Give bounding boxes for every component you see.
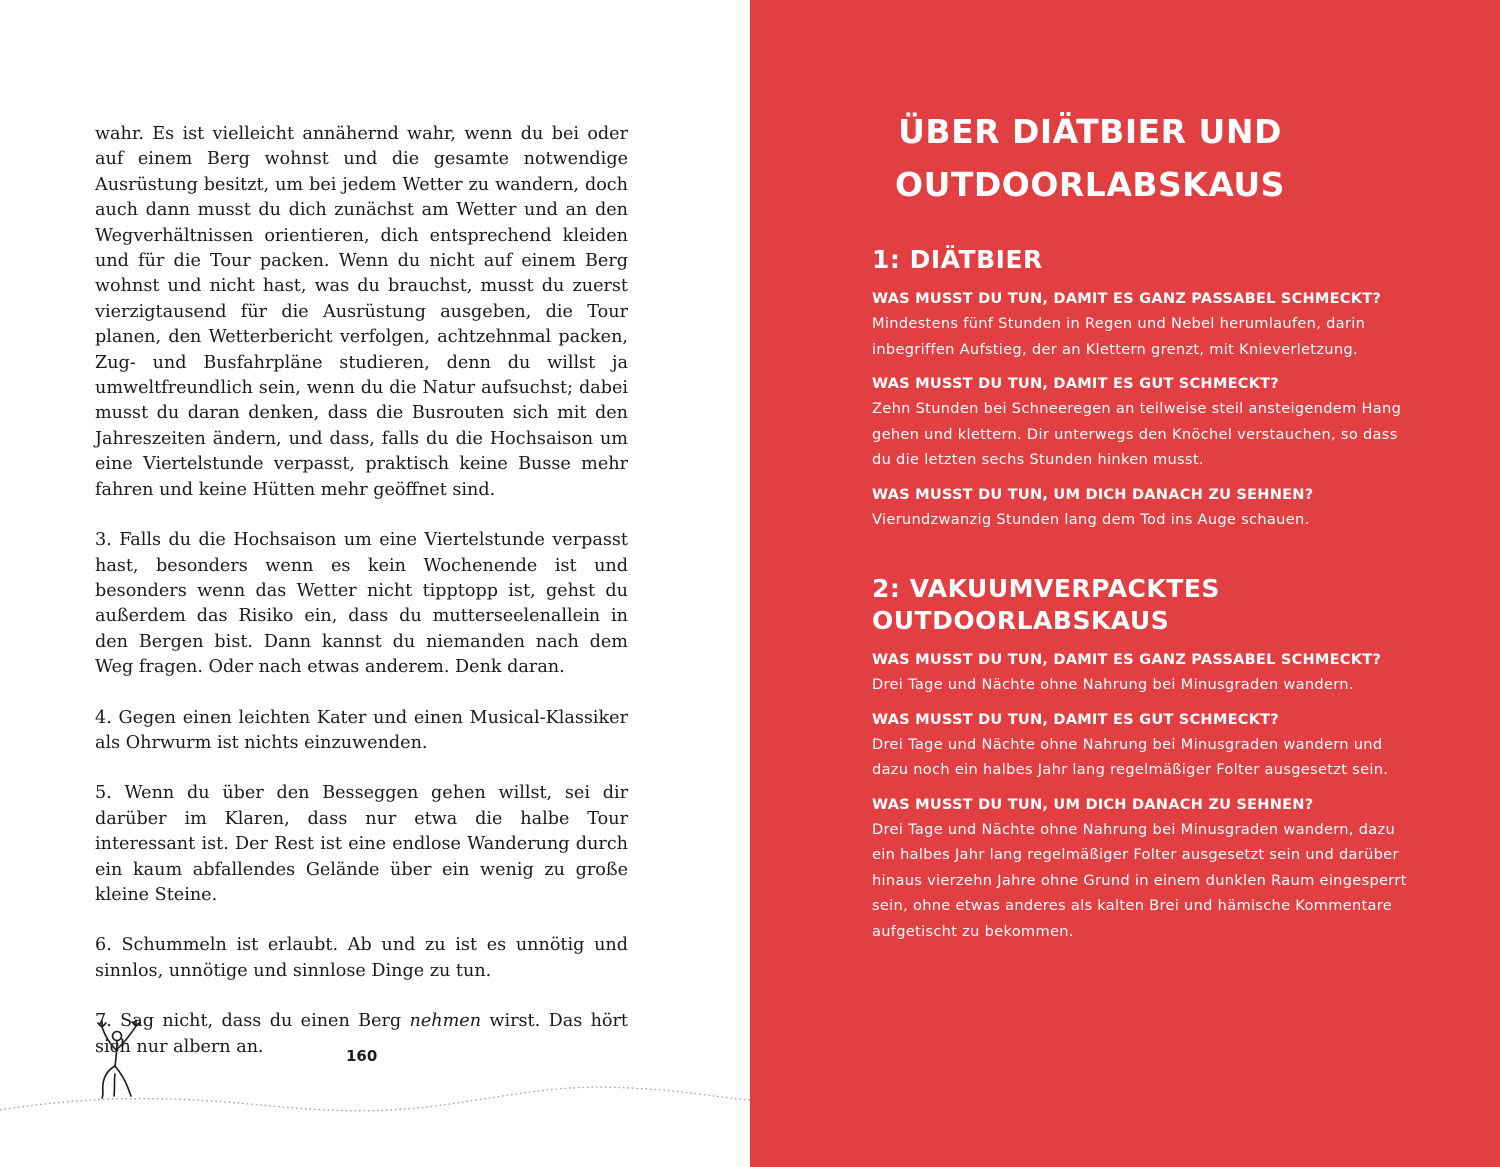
question-answer xyxy=(872,707,1432,783)
body-text xyxy=(95,122,628,1060)
answer xyxy=(872,396,1412,473)
section-heading-line: 1: DIÄTBIER xyxy=(872,245,1043,274)
answer-line: du die letzten sechs Stunden hinken musst. xyxy=(872,451,1204,468)
page-title xyxy=(850,105,1330,211)
question: WAS MUSST DU TUN, UM DICH DANACH ZU SEHNEN? xyxy=(872,485,1314,503)
answer-line: aufgetischt zu bekommen. xyxy=(872,922,1074,940)
answer xyxy=(872,817,1412,945)
paragraph xyxy=(95,706,628,757)
answer-line: hinaus vierzehn Jahre ohne Grund in einem dunklen Raum eingesperrt xyxy=(872,871,1407,889)
question: WAS MUSST DU TUN, DAMIT ES GUT SCHMECKT? xyxy=(872,375,1279,392)
question: WAS MUSST DU TUN, DAMIT ES GANZ PASSABEL SCHMECKT? xyxy=(872,290,1382,307)
section-heading xyxy=(872,244,1432,276)
answer-line: ein halbes Jahr lang regelmäßiger Folter ausgesetzt sein und darüber xyxy=(872,846,1399,863)
answer-line: sein, ohne etwas anderes als kalten Brei und hämische Kommentare xyxy=(872,897,1393,914)
text-run: wahr. Es ist vielleicht annähernd wahr, wenn du bei oder auf einem Berg wohnst und die gesamte notwendige Ausrüstung besitzt, um bei jedem Wetter zu wandern, doch auch dann musst du dich zunächst am Wetter und an den Wegverhältnissen orientieren, dich entsprechend kleiden und für die Tour packen. Wenn du nicht auf einem Berg wohnst und nicht hast, was du brauchst, musst du zuerst vierzigtausend für die Ausrüstung ausgeben, die Tour planen, den Wetterbericht verfolgen, achtzehnmal packen, Zug- und Busfahrpläne studieren, denn du willst ja umweltfreundlich sein, wenn du die Natur aufsuchst; dabei musst du daran denken, dass die Busrouten sich mit den Jahreszeiten ändern, und dass, falls du die Hochsaison um eine Viertelstunde verpasst, praktisch keine Busse mehr fahren und keine Hütten mehr geöffnet sind. xyxy=(95,124,628,500)
paragraph xyxy=(95,122,628,503)
question: WAS MUSST DU TUN, DAMIT ES GUT SCHMECKT? xyxy=(872,710,1279,728)
text-run: 5. Wenn du über den Besseggen gehen willst, sei dir darüber im Klaren, dass nur etwa die halbe Tour interessant ist. Der Rest ist eine endlose Wanderung durch ein kaum abfallendes Gelände über ein wenig zu große kleine Steine. xyxy=(95,783,628,905)
question-answer xyxy=(872,286,1432,362)
page-title-line-2: OUTDOORLABSKAUS xyxy=(895,165,1285,204)
section-heading xyxy=(872,573,1432,637)
answer-line: Zehn Stunden bei Schneeregen an teilweise steil ansteigendem Hang xyxy=(872,400,1402,417)
answer-line: inbegriffen Aufstieg, der an Klettern grenzt, mit Knieverletzung. xyxy=(872,340,1358,358)
text-run: 7. Sag nicht, dass du einen Berg xyxy=(95,1011,410,1032)
emphasized-text: nehmen xyxy=(409,1011,482,1032)
text-run: 4. Gegen einen leichten Kater und einen Musical-Klassiker als Ohrwurm ist nichts einzuwenden. xyxy=(95,707,628,753)
answer-line: Vierundzwanzig Stunden lang dem Tod ins Auge schauen. xyxy=(872,510,1310,528)
question: WAS MUSST DU TUN, DAMIT ES GANZ PASSABEL SCHMECKT? xyxy=(872,651,1382,668)
answer-line: gehen und klettern. Dir unterwegs den Knöchel verstauchen, so dass xyxy=(872,425,1398,443)
section-heading-line: 2: VAKUUMVERPACKTES xyxy=(872,574,1220,603)
question-answer xyxy=(872,371,1432,473)
text-run: wirst. Das hört sich nur albern an. xyxy=(95,1011,628,1057)
paragraph xyxy=(95,781,628,908)
question-answer xyxy=(872,482,1432,533)
text-run: 6. Schummeln ist erlaubt. Ab und zu ist es unnötig und sinnlos, unnötige und sinnlose Dinge zu tun. xyxy=(95,935,628,981)
page-title-line-1: ÜBER DIÄTBIER UND xyxy=(898,112,1282,151)
answer xyxy=(872,732,1412,783)
answer xyxy=(872,507,1412,533)
question-answer xyxy=(872,792,1432,945)
answer xyxy=(872,672,1412,698)
question: WAS MUSST DU TUN, UM DICH DANACH ZU SEHNEN? xyxy=(872,795,1314,813)
section-heading-line: OUTDOORLABSKAUS xyxy=(872,606,1170,635)
page-number: 160 xyxy=(346,1047,378,1065)
question-answer xyxy=(872,647,1432,698)
answer-line: Drei Tage und Nächte ohne Nahrung bei Minusgraden wandern. xyxy=(872,676,1354,693)
section-diaetbier xyxy=(872,244,1432,541)
dotted-hill-line xyxy=(0,1070,750,1130)
section-outdoorlabskaus xyxy=(872,573,1432,953)
answer-line: Mindestens fünf Stunden in Regen und Nebel herumlaufen, darin xyxy=(872,315,1366,332)
answer-line: dazu noch ein halbes Jahr lang regelmäßiger Folter ausgesetzt sein. xyxy=(872,761,1389,778)
answer-line: Drei Tage und Nächte ohne Nahrung bei Minusgraden wandern, dazu xyxy=(872,820,1396,838)
answer xyxy=(872,311,1412,362)
text-run: 3. Falls du die Hochsaison um eine Viertelstunde verpasst hast, besonders wenn es kein Wochenende ist und besonders wenn das Wetter nicht tipptopp ist, gehst du außerdem das Risiko ein, dass du mutterseelenallein in den Bergen bist. Dann kannst du niemanden nach dem Weg fragen. Oder nach etwas anderem. Denk daran. xyxy=(95,530,628,678)
answer-line: Drei Tage und Nächte ohne Nahrung bei Minusgraden wandern und xyxy=(872,735,1383,753)
paragraph xyxy=(95,528,628,680)
paragraph xyxy=(95,933,628,984)
